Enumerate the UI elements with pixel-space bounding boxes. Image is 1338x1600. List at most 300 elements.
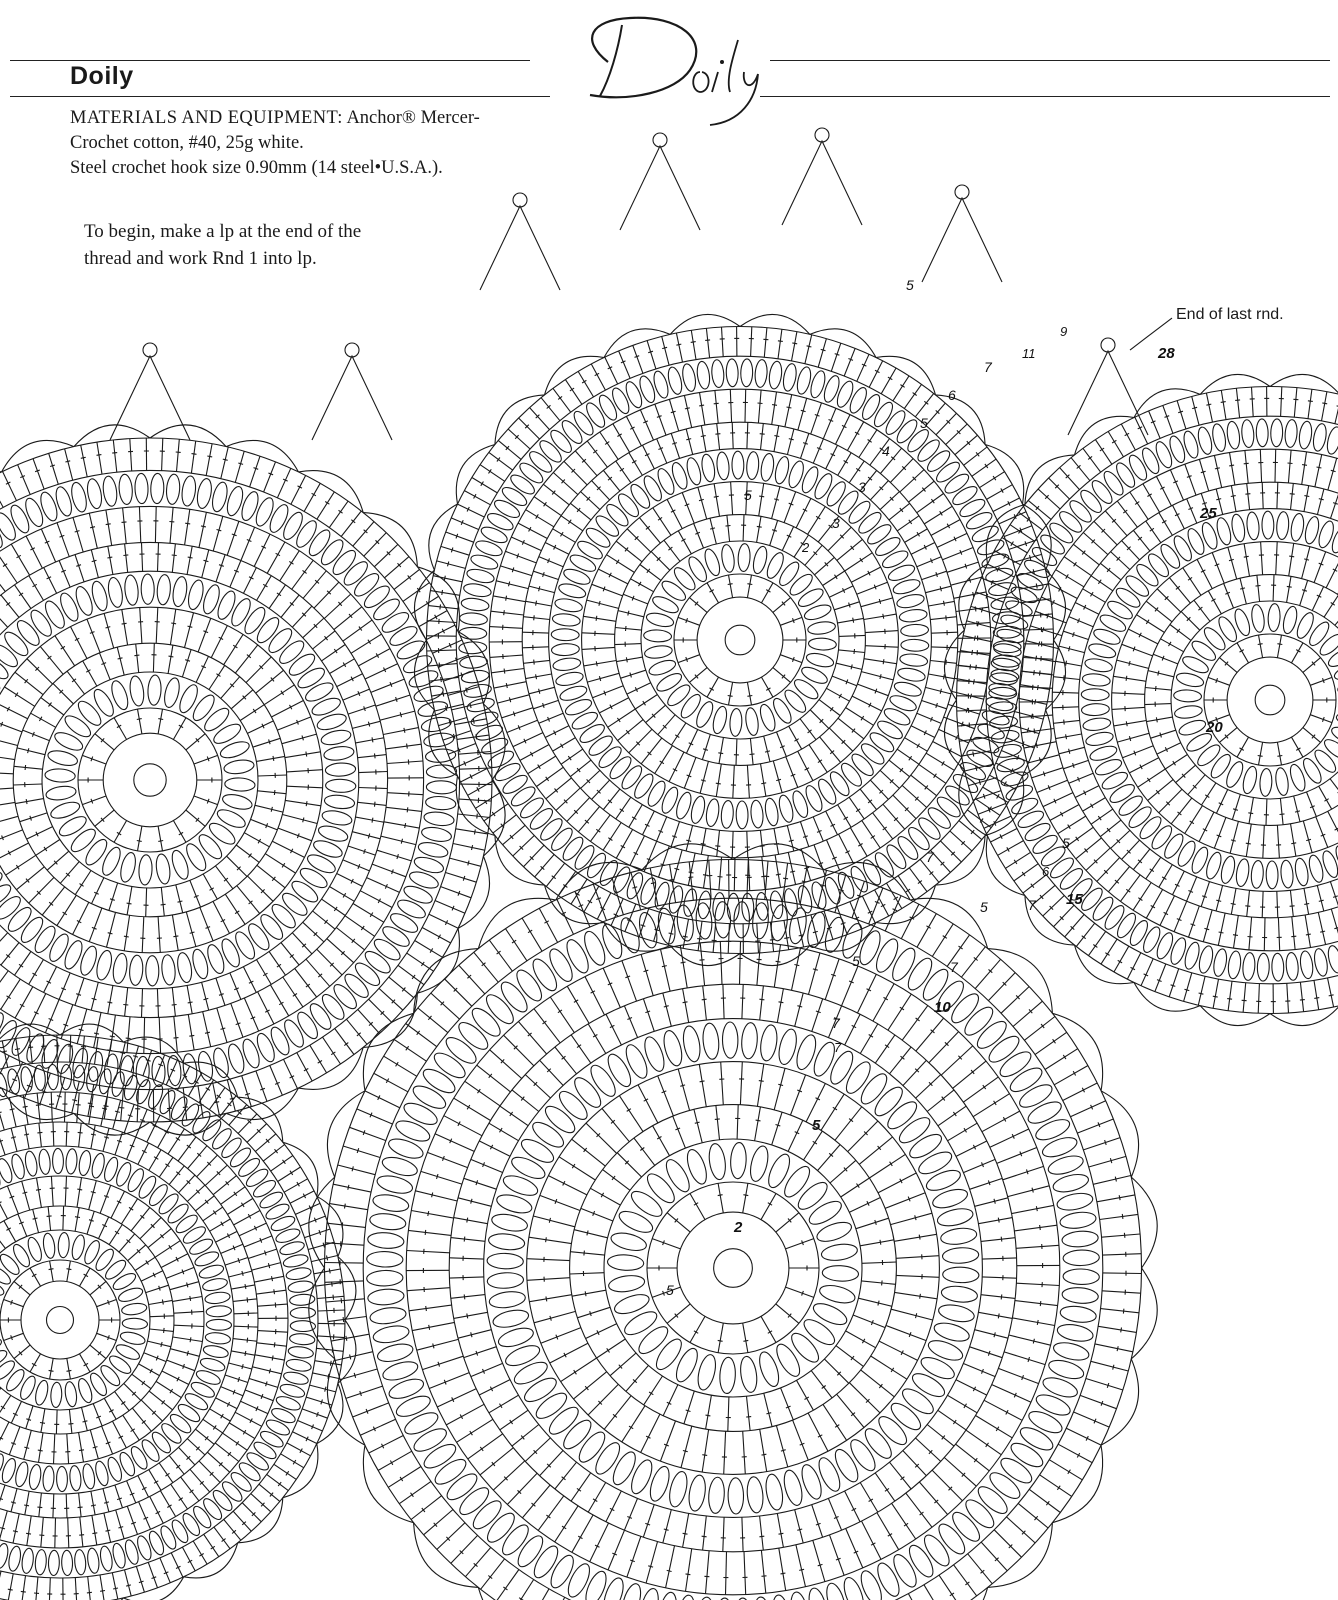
motif-top-stitch bbox=[554, 597, 584, 614]
motif-right-stitch bbox=[1317, 467, 1322, 468]
motif-bottom-left-stitch bbox=[213, 1425, 216, 1429]
motif-right-stitch bbox=[1113, 460, 1138, 490]
motif-center-stitch bbox=[917, 914, 936, 948]
motif-center-stitch bbox=[683, 1002, 688, 1003]
motif-bottom-left-stitch bbox=[123, 1415, 140, 1440]
motif-bottom-left-stitch bbox=[75, 1208, 79, 1232]
motif-center-stitch bbox=[880, 1240, 881, 1245]
motif-center-stitch bbox=[941, 1284, 979, 1303]
motif-center-stitch bbox=[1024, 1017, 1055, 1041]
motif-right-stitch bbox=[1073, 763, 1075, 768]
motif-left-stitch bbox=[269, 952, 285, 976]
motif-top-stitch bbox=[847, 422, 863, 451]
motif-bottom-left-stitch bbox=[93, 1447, 98, 1448]
motif-center-stitch bbox=[959, 946, 963, 949]
motif-right-stitch bbox=[1278, 918, 1279, 951]
motif-left-stitch bbox=[108, 546, 113, 574]
motif-left-stitch bbox=[294, 1009, 321, 1041]
motif-center-stitch bbox=[961, 1003, 997, 1040]
motif-left-stitch bbox=[82, 796, 106, 805]
motif-top-stitch bbox=[466, 567, 496, 585]
motif-bottom-left-stitch bbox=[76, 1377, 95, 1404]
motif-center-stitch bbox=[465, 1081, 500, 1106]
motif-left-stitch bbox=[106, 576, 124, 608]
motif-center-stitch bbox=[375, 1173, 414, 1197]
motif-top-stitch bbox=[940, 586, 941, 591]
motif-bottom-left-stitch bbox=[107, 1353, 134, 1377]
motif-bottom-left-stitch bbox=[206, 1319, 232, 1331]
motif-top-stitch bbox=[750, 739, 753, 765]
motif-top-stitch bbox=[943, 783, 972, 809]
motif-center-stitch bbox=[800, 1315, 838, 1349]
motif-center-stitch bbox=[545, 1403, 582, 1439]
motif-top-stitch bbox=[556, 788, 580, 810]
motif-center-stitch bbox=[726, 1552, 727, 1595]
motif-top-stitch bbox=[773, 761, 782, 793]
motif-left-stitch bbox=[221, 677, 240, 699]
motif-left-stitch bbox=[407, 953, 434, 971]
motif-top-stitch bbox=[799, 664, 829, 687]
motif-center-stitch bbox=[1063, 1250, 1100, 1266]
motif-right-stitch bbox=[1284, 419, 1298, 448]
motif-left-stitch bbox=[28, 748, 29, 753]
motif-left-stitch bbox=[170, 609, 175, 645]
motif-top-stitch bbox=[812, 471, 836, 501]
motif-left-stitch bbox=[387, 761, 423, 764]
motif-center-stitch bbox=[437, 1389, 476, 1407]
motif-right-stitch bbox=[1306, 934, 1311, 935]
motif-right-stitch bbox=[1037, 780, 1068, 792]
motif-right-stitch bbox=[1047, 855, 1076, 882]
motif-center-stitch bbox=[743, 1323, 748, 1353]
motif-left-stitch bbox=[323, 1037, 341, 1064]
motif-right-stitch bbox=[1221, 402, 1226, 403]
motif-center-stitch bbox=[776, 1027, 800, 1066]
motif-top-stitch bbox=[643, 445, 655, 469]
motif-right-stitch bbox=[1141, 959, 1153, 986]
motif-left-stitch bbox=[3, 471, 17, 500]
motif-top-stitch bbox=[655, 746, 673, 774]
motif-center-stitch bbox=[603, 1170, 630, 1191]
motif-left-stitch bbox=[74, 1113, 150, 1135]
motif-right-stitch bbox=[1291, 936, 1296, 937]
motif-center-stitch bbox=[800, 866, 807, 904]
motif-center-stitch bbox=[408, 1230, 451, 1235]
motif-left-stitch bbox=[313, 911, 335, 929]
motif-left-stitch bbox=[169, 848, 191, 881]
motif-left-stitch bbox=[81, 457, 86, 458]
motif-center-stitch bbox=[591, 1439, 624, 1478]
motif-top-stitch bbox=[480, 465, 505, 482]
motif-right-stitch bbox=[1126, 721, 1127, 726]
motif-left-stitch bbox=[268, 901, 298, 932]
motif-top-stitch bbox=[813, 439, 823, 463]
motif-left-stitch bbox=[135, 473, 149, 504]
motif-center-stitch bbox=[699, 1064, 706, 1106]
motif-center-stitch bbox=[1012, 1205, 1054, 1213]
motif-right-stitch bbox=[1330, 779, 1338, 800]
motif-left-stitch bbox=[329, 547, 359, 578]
motif-right-stitch bbox=[1173, 505, 1185, 529]
motif-center-stitch bbox=[645, 1011, 650, 1013]
motif-left-stitch bbox=[277, 717, 311, 730]
motif-bottom-left-stitch bbox=[67, 1261, 71, 1282]
motif-top-stitch bbox=[925, 687, 951, 694]
motif-center-stitch bbox=[1123, 1309, 1124, 1314]
motif-top-stitch bbox=[593, 686, 624, 698]
motif-top-stitch bbox=[861, 672, 893, 680]
motif-top-stitch bbox=[493, 596, 525, 602]
motif-left-stitch bbox=[374, 544, 398, 566]
motif-bottom-left-stitch bbox=[187, 1283, 188, 1288]
motif-top-stitch bbox=[926, 753, 954, 770]
motif-right-stitch bbox=[1160, 896, 1175, 926]
motif-center-stitch bbox=[653, 1126, 670, 1156]
motif-top-stitch bbox=[508, 472, 537, 498]
motif-center-stitch bbox=[953, 1112, 956, 1116]
motif-top-stitch bbox=[623, 594, 648, 604]
motif-right-stitch bbox=[1277, 891, 1278, 917]
motif-left-stitch bbox=[240, 705, 264, 721]
motif-top-stitch bbox=[808, 507, 826, 535]
motif-left-stitch bbox=[157, 989, 158, 1018]
motif-top-stitch bbox=[655, 929, 660, 930]
motif-top-stitch bbox=[703, 749, 708, 751]
motif-left-stitch bbox=[31, 923, 58, 955]
motif-left-stitch bbox=[256, 670, 284, 693]
motif-center-stitch bbox=[503, 1587, 507, 1590]
motif-top-stitch bbox=[669, 752, 684, 782]
motif-center-stitch bbox=[908, 1594, 926, 1600]
motif-top-stitch bbox=[886, 562, 916, 584]
motif-left-stitch bbox=[147, 675, 162, 706]
motif-center-stitch bbox=[779, 1533, 784, 1534]
motif-bottom-left-stitch bbox=[38, 1149, 51, 1175]
motif-right-stitch bbox=[1262, 482, 1263, 508]
motif-top-stitch bbox=[818, 339, 826, 368]
motif-left-stitch bbox=[267, 542, 285, 573]
motif-center-stitch bbox=[1100, 1214, 1138, 1219]
motif-center-stitch bbox=[681, 962, 686, 963]
motif-top-stitch bbox=[776, 559, 802, 588]
motif-left-stitch bbox=[269, 585, 285, 609]
motif-right-stitch bbox=[1291, 484, 1294, 510]
motif-left-stitch bbox=[254, 614, 283, 646]
motif-center-stitch bbox=[760, 1429, 767, 1471]
motif-center-stitch bbox=[837, 1394, 864, 1427]
motif-center-stitch bbox=[1007, 1517, 1036, 1543]
motif-right-stitch bbox=[1256, 419, 1269, 447]
motif-center-stitch bbox=[309, 1177, 335, 1268]
motif-right-stitch bbox=[1258, 644, 1263, 645]
motif-bottom-left-stitch bbox=[49, 1269, 54, 1270]
motif-bottom-left-stitch bbox=[90, 1430, 98, 1459]
motif-top-stitch bbox=[619, 763, 645, 792]
motif-top-stitch bbox=[764, 328, 767, 358]
motif-top-stitch bbox=[856, 509, 885, 536]
motif-center-stitch bbox=[1029, 1489, 1060, 1512]
motif-top-stitch bbox=[684, 757, 696, 788]
motif-left-stitch bbox=[206, 444, 212, 476]
motif-left-stitch bbox=[92, 560, 97, 561]
motif-top-stitch bbox=[651, 552, 670, 571]
motif-right-stitch bbox=[1270, 419, 1282, 447]
motif-center-stitch bbox=[538, 1496, 564, 1531]
motif-center-stitch bbox=[617, 1153, 641, 1177]
motif-left-stitch bbox=[176, 682, 201, 715]
motif-center-stitch bbox=[896, 1256, 939, 1259]
motif-center-stitch bbox=[500, 1106, 528, 1126]
motif-top-stitch bbox=[653, 508, 671, 536]
motif-right-stitch bbox=[1244, 556, 1249, 557]
motif-top-stitch bbox=[706, 328, 709, 358]
motif-bottom-left-stitch bbox=[166, 1267, 194, 1278]
motif-left-stitch bbox=[185, 523, 190, 524]
motif-center-stitch bbox=[776, 1304, 799, 1323]
motif-center-stitch bbox=[518, 1022, 546, 1055]
motif-top-stitch bbox=[864, 659, 897, 664]
motif-left-stitch bbox=[194, 755, 218, 764]
motif-center-stitch bbox=[607, 1254, 644, 1271]
motif-center-stitch bbox=[941, 1046, 973, 1075]
motif-right-stitch bbox=[1111, 830, 1130, 848]
motif-right-stitch bbox=[1021, 671, 1054, 675]
motif-right-stitch bbox=[1145, 575, 1338, 826]
motif-top-stitch bbox=[821, 349, 826, 350]
motif-center-stitch bbox=[896, 1113, 934, 1147]
motif-center-stitch bbox=[424, 1510, 453, 1535]
motif-left-stitch bbox=[254, 1031, 278, 1064]
motif-center-stitch bbox=[511, 1358, 550, 1388]
motif-center-stitch bbox=[815, 1219, 854, 1246]
motif-left-stitch bbox=[15, 585, 31, 609]
motif-top-stitch bbox=[509, 697, 510, 702]
motif-center-stitch bbox=[684, 1391, 694, 1424]
motif-center-stitch bbox=[797, 1529, 802, 1530]
motif-center-stitch bbox=[406, 1024, 437, 1047]
motif-center-stitch bbox=[994, 1332, 995, 1337]
motif-right-stitch bbox=[1024, 742, 1056, 748]
motif-top-stitch bbox=[650, 593, 680, 616]
motif-center-stitch bbox=[683, 989, 689, 1023]
motif-bottom-left-stitch bbox=[100, 1185, 111, 1213]
motif-right-stitch bbox=[1129, 736, 1130, 741]
motif-top-stitch bbox=[873, 813, 893, 839]
motif-center-stitch bbox=[976, 1416, 1013, 1438]
motif-top-stitch bbox=[772, 487, 780, 519]
motif-bottom-left-stitch bbox=[14, 1345, 30, 1359]
motif-bottom-left-stitch bbox=[221, 1387, 243, 1396]
motif-center-stitch bbox=[357, 1148, 359, 1153]
motif-right-stitch bbox=[1300, 580, 1308, 605]
motif-right-stitch bbox=[1121, 875, 1141, 901]
motif-top-stitch bbox=[461, 669, 490, 685]
motif-bottom-left-stitch bbox=[99, 1217, 109, 1239]
motif-bottom-left-stitch bbox=[26, 1419, 31, 1421]
motif-center-stitch bbox=[853, 1315, 885, 1328]
motif-center-stitch bbox=[894, 1234, 936, 1241]
motif-center-stitch bbox=[924, 1166, 963, 1194]
motif-center-stitch bbox=[1016, 1283, 1059, 1285]
motif-center-stitch bbox=[1102, 1234, 1141, 1237]
motif-left-stitch bbox=[158, 709, 162, 734]
motif-center-stitch bbox=[694, 1109, 702, 1142]
motif-top-stitch bbox=[1024, 629, 1054, 630]
motif-left-stitch bbox=[438, 655, 468, 667]
motif-right-stitch bbox=[1063, 631, 1088, 639]
motif-top-stitch bbox=[689, 795, 707, 825]
motif-left-stitch bbox=[459, 799, 491, 801]
motif-top-stitch bbox=[774, 436, 779, 437]
motif-bottom-left-stitch bbox=[77, 1178, 82, 1208]
motif-left-stitch bbox=[306, 959, 330, 986]
motif-top-stitch bbox=[583, 525, 612, 551]
motif-center-stitch bbox=[882, 1281, 883, 1286]
motif-center-stitch bbox=[469, 1497, 505, 1534]
motif-left-stitch bbox=[198, 618, 211, 652]
motif-left-stitch bbox=[195, 477, 213, 509]
motif-left-stitch bbox=[292, 560, 313, 589]
motif-left-stitch bbox=[162, 438, 163, 470]
motif-left-stitch bbox=[45, 768, 76, 783]
page-title: Doily bbox=[70, 62, 134, 90]
motif-left-stitch bbox=[47, 851, 69, 870]
motif-left-stitch bbox=[121, 1089, 124, 1121]
motif-right-stitch bbox=[998, 841, 1024, 856]
motif-left-stitch bbox=[279, 890, 310, 920]
motif-left-stitch bbox=[1, 629, 31, 660]
motif-left-stitch bbox=[100, 653, 111, 680]
motif-center-stitch bbox=[988, 1180, 990, 1185]
motif-bottom-left-stitch bbox=[216, 1398, 237, 1409]
motif-right-stitch bbox=[1288, 450, 1291, 483]
motif-center-stitch bbox=[604, 1396, 631, 1430]
motif-bottom-left-stitch bbox=[119, 1330, 146, 1347]
motif-left-stitch bbox=[42, 598, 68, 631]
motif-center-stitch bbox=[963, 1077, 998, 1102]
motif-left-stitch bbox=[79, 1029, 84, 1030]
motif-top-stitch bbox=[491, 669, 524, 673]
motif-left-stitch bbox=[57, 591, 82, 624]
motif-right-stitch bbox=[1185, 526, 1207, 556]
motif-left-stitch bbox=[49, 799, 82, 821]
motif-left-stitch bbox=[310, 1045, 327, 1073]
motif-center-stitch bbox=[429, 1373, 469, 1389]
motif-bottom-left-stitch bbox=[36, 1189, 41, 1190]
motif-center-stitch bbox=[849, 1198, 880, 1213]
motif-right-stitch bbox=[1171, 798, 1192, 824]
motif-right-stitch bbox=[1126, 676, 1127, 681]
motif-center-stitch bbox=[550, 1343, 588, 1363]
motif-right-stitch bbox=[1289, 543, 1294, 576]
motif-center-stitch bbox=[906, 1130, 945, 1162]
motif-right-stitch bbox=[1216, 900, 1221, 901]
motif-right-stitch bbox=[1165, 755, 1187, 770]
motif-top-stitch bbox=[513, 836, 535, 857]
motif-left-stitch bbox=[186, 734, 205, 750]
motif-center-stitch bbox=[856, 1218, 889, 1229]
motif-top-stitch bbox=[820, 737, 841, 763]
motif-left-stitch bbox=[14, 617, 43, 649]
motif-center-stitch bbox=[788, 1120, 803, 1151]
motif-right-stitch bbox=[1250, 860, 1264, 889]
motif-center-stitch bbox=[529, 1237, 572, 1243]
motif-center-stitch bbox=[985, 1032, 1023, 1067]
motif-bottom-left-stitch bbox=[102, 1426, 113, 1454]
motif-top-stitch bbox=[727, 515, 730, 541]
motif-left-stitch bbox=[30, 994, 46, 1026]
motif-left-stitch bbox=[345, 916, 375, 937]
motif-center-stitch bbox=[683, 1451, 688, 1452]
motif-right-stitch bbox=[1331, 493, 1338, 518]
motif-top-stitch bbox=[889, 760, 910, 777]
motif-center-stitch bbox=[399, 1481, 431, 1503]
motif-top-stitch bbox=[762, 677, 774, 697]
motif-center-stitch bbox=[776, 1426, 787, 1468]
motif-top-stitch bbox=[504, 669, 505, 674]
motif-center-stitch bbox=[826, 1048, 857, 1087]
motif-left-stitch bbox=[218, 936, 243, 969]
motif-left-stitch bbox=[322, 899, 346, 915]
motif-center-stitch bbox=[871, 1083, 907, 1120]
motif-right-stitch bbox=[1204, 928, 1209, 929]
motif-center-stitch bbox=[1091, 1361, 1129, 1371]
motif-top-stitch bbox=[928, 674, 954, 679]
motif-bottom-left-stitch bbox=[196, 1429, 215, 1444]
motif-bottom-left-stitch bbox=[0, 1395, 11, 1415]
motif-left-stitch bbox=[380, 711, 415, 720]
motif-top-stitch bbox=[621, 670, 646, 678]
motif-center-stitch bbox=[716, 1106, 720, 1140]
motif-left-stitch bbox=[23, 730, 50, 741]
motif-top-stitch bbox=[748, 858, 749, 891]
motif-top-stitch bbox=[790, 871, 795, 872]
motif-center-stitch bbox=[634, 1138, 655, 1165]
motif-top-stitch bbox=[674, 868, 679, 869]
motif-center-stitch bbox=[644, 970, 649, 971]
motif-top-stitch bbox=[772, 405, 777, 406]
motif-center-stitch bbox=[350, 1355, 351, 1360]
motif-top-stitch bbox=[747, 575, 751, 598]
motif-top-stitch bbox=[644, 644, 673, 660]
motif-center-stitch bbox=[346, 1386, 383, 1398]
motif-top-stitch bbox=[684, 395, 691, 427]
motif-left-stitch bbox=[206, 819, 238, 847]
motif-center-stitch bbox=[667, 1570, 672, 1571]
motif-right-stitch bbox=[1174, 704, 1203, 720]
motif-bottom-left-stitch bbox=[117, 1450, 137, 1477]
motif-top-stitch bbox=[539, 557, 563, 567]
motif-left-stitch bbox=[384, 822, 419, 828]
motif-bottom-left-stitch bbox=[42, 1466, 55, 1492]
motif-left-stitch bbox=[228, 596, 254, 629]
motif-left-stitch bbox=[473, 719, 474, 724]
motif-right-stitch bbox=[1294, 796, 1300, 822]
motif-top-stitch bbox=[553, 529, 576, 543]
motif-right-stitch bbox=[1241, 765, 1259, 795]
motif-center-stitch bbox=[813, 969, 818, 970]
motif-left-stitch bbox=[387, 623, 420, 649]
motif-bottom-left-stitch bbox=[119, 1234, 135, 1252]
motif-bottom-left-stitch bbox=[111, 1191, 125, 1218]
motif-left-stitch bbox=[253, 738, 280, 747]
motif-center-stitch bbox=[859, 1137, 892, 1164]
motif-center-stitch bbox=[743, 1431, 746, 1474]
motif-left-stitch bbox=[1, 943, 19, 965]
motif-top-stitch bbox=[659, 785, 681, 815]
motif-center-stitch bbox=[777, 989, 783, 1023]
motif-right-stitch bbox=[974, 636, 975, 641]
